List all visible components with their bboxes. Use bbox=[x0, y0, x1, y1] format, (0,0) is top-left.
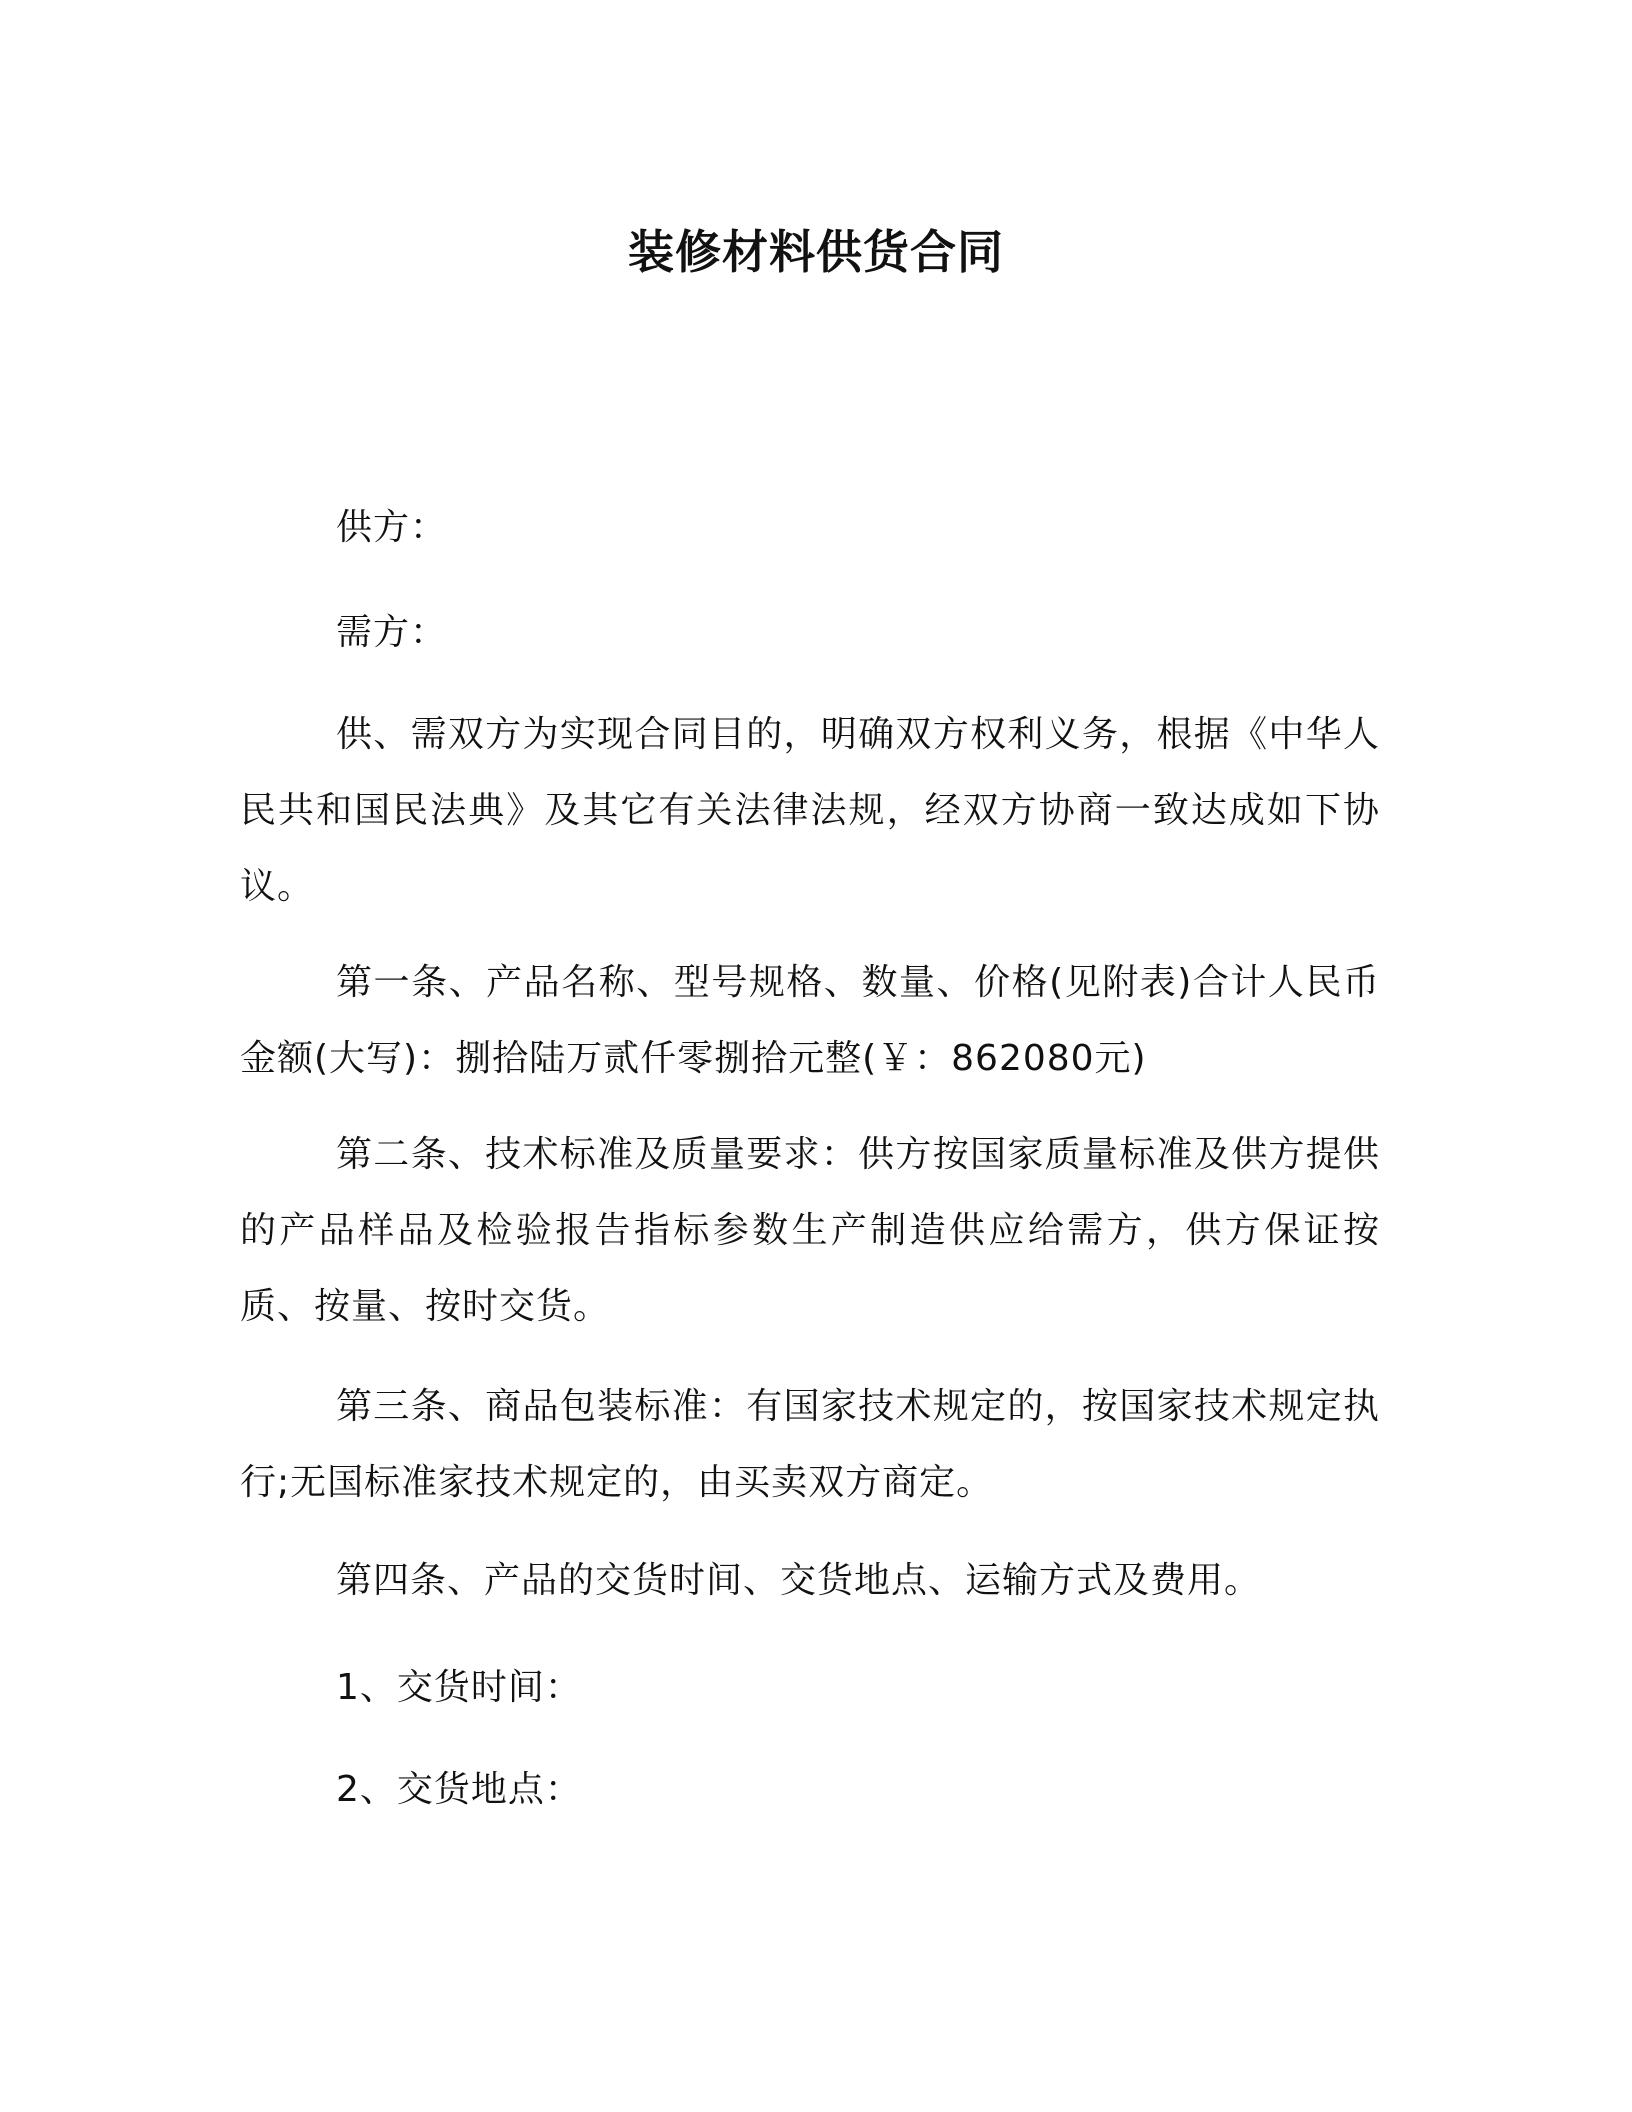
preamble-block bbox=[240, 697, 1380, 925]
delivery-time-line: 1、交货时间： bbox=[336, 1667, 582, 1708]
buyer-line: 需方： bbox=[336, 612, 448, 653]
delivery-place-line: 2、交货地点： bbox=[336, 1769, 582, 1810]
document-title: 装修材料供货合同 bbox=[628, 225, 1004, 279]
article-3-paragraph: 第三条、商品包装标准：有国家技术规定的，按国家技术规定执行;无国标准家技术规定的，由买卖双方商定。 bbox=[240, 1386, 1380, 1503]
article-2-paragraph: 第二条、技术标准及质量要求：供方按国家质量标准及供方提供的产品样品及检验报告指标参数生产制造供应给需方，供方保证按质、按量、按时交货。 bbox=[240, 1134, 1380, 1327]
article-1-paragraph: 第一条、产品名称、型号规格、数量、价格(见附表)合计人民币金额(大写)：捌拾陆万贰仟零捌拾元整(￥：862080元) bbox=[240, 962, 1380, 1079]
contract-body-2 bbox=[240, 595, 1380, 671]
contract-body bbox=[240, 490, 1380, 566]
article-4-block bbox=[240, 1543, 1380, 1619]
article-1-block bbox=[240, 945, 1380, 1097]
article-3-block bbox=[240, 1369, 1380, 1521]
supplier-line: 供方： bbox=[336, 507, 448, 548]
article-4-paragraph: 第四条、产品的交货时间、交货地点、运输方式及费用。 bbox=[336, 1560, 1262, 1601]
delivery-place-block bbox=[240, 1752, 1380, 1828]
delivery-time-block bbox=[240, 1650, 1380, 1726]
article-2-block bbox=[240, 1117, 1380, 1345]
preamble-paragraph: 供、需双方为实现合同目的，明确双方权利义务，根据《中华人民共和国民法典》及其它有关法律法规，经双方协商一致达成如下协议。 bbox=[240, 714, 1380, 907]
